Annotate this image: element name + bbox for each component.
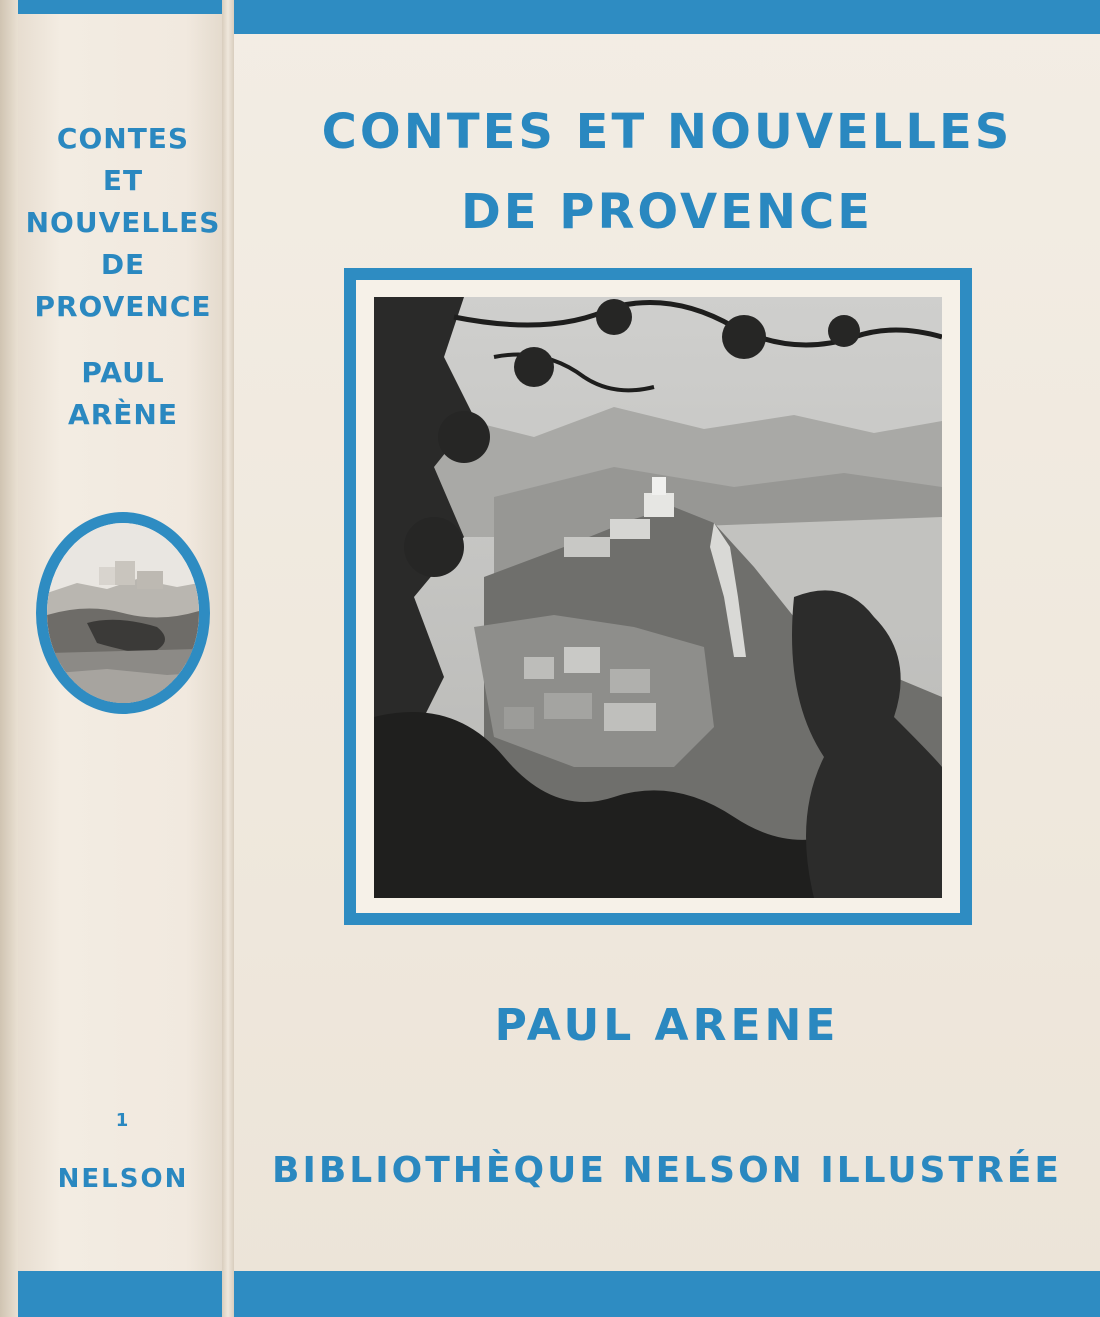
spine-volume-number: 1 [115, 1110, 131, 1131]
spine-title-line: CONTES [56, 122, 190, 155]
spine-author-line: ARÈNE [68, 398, 178, 431]
front-bottom-band [234, 1271, 1100, 1317]
spine-medallion-photo [36, 512, 210, 714]
provence-landscape-image [374, 297, 942, 898]
spine-title-line: ET [102, 164, 144, 197]
spine-fold [222, 0, 234, 1317]
left-edge [0, 0, 18, 1317]
spine [18, 0, 228, 1317]
front-title-line: CONTES ET NOUVELLES [321, 104, 1013, 160]
cover-photo [374, 297, 942, 898]
spine-title-line: DE [100, 248, 146, 281]
front-title [234, 92, 1100, 252]
spine-author-line: PAUL [81, 356, 165, 389]
spine-title-line: PROVENCE [34, 290, 212, 323]
front-cover [234, 0, 1100, 1317]
spine-bottom-band [18, 1271, 228, 1317]
spine-top-band [18, 0, 228, 14]
spine-publisher: NELSON [57, 1164, 189, 1194]
front-top-band [234, 0, 1100, 34]
citadel-vignette-image [47, 523, 199, 703]
cover-photo-frame [344, 268, 972, 925]
spine-title [18, 118, 228, 328]
spine-title-line: NOUVELLES [25, 206, 221, 239]
front-series: BIBLIOTHÈQUE NELSON ILLUSTRÉE [272, 1150, 1062, 1191]
front-author: PAUL ARENE [494, 1000, 840, 1051]
spine-author [18, 352, 228, 436]
front-title-line: DE PROVENCE [460, 184, 874, 240]
